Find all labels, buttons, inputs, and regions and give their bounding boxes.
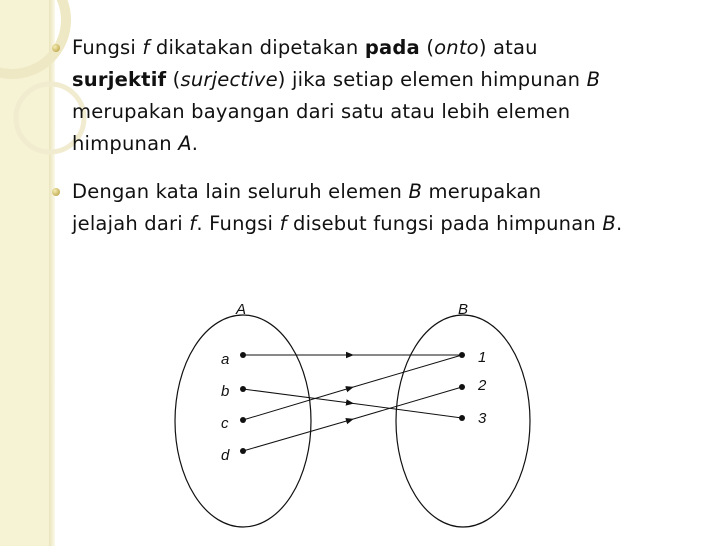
- set-b-ellipse: [396, 315, 530, 527]
- symbol-b: B: [408, 180, 423, 203]
- mapping-arrow-b-to-3: [243, 389, 462, 418]
- term-surjective: surjective: [180, 68, 278, 91]
- codomain-label-3: 3: [478, 410, 487, 427]
- term-pada: pada: [364, 36, 420, 59]
- symbol-a: A: [178, 132, 192, 155]
- symbol-f: f: [279, 212, 287, 235]
- codomain-point-1: [459, 352, 465, 358]
- domain-label-d: d: [221, 447, 230, 464]
- symbol-b: B: [586, 68, 601, 91]
- codomain-label-1: 1: [478, 349, 487, 366]
- mapping-arrow-d-to-2: [243, 387, 462, 451]
- set-a-label: A: [236, 301, 247, 318]
- text-run: ) jika setiap elemen himpunan: [277, 68, 587, 91]
- text-run: .: [191, 132, 199, 155]
- text-run: Fungsi: [72, 36, 143, 59]
- text-run: . Fungsi: [196, 212, 280, 235]
- domain-label-c: c: [221, 415, 229, 432]
- domain-label-a: a: [221, 351, 230, 368]
- text-run: (: [419, 36, 435, 59]
- text-run: merupakan bayangan dari satu atau lebih elemen: [72, 100, 571, 123]
- text-run: jelajah dari: [72, 212, 190, 235]
- symbol-b: B: [602, 212, 616, 235]
- set-b-label: B: [458, 301, 469, 318]
- text-run: .: [615, 212, 623, 235]
- codomain-point-2: [459, 384, 465, 390]
- mapping-arrow-c-to-2: [243, 355, 462, 420]
- term-onto: onto: [434, 36, 479, 59]
- text-run: dikatakan dipetakan: [149, 36, 365, 59]
- domain-point-c: [240, 417, 246, 423]
- symbol-f: f: [142, 36, 150, 59]
- domain-point-d: [240, 448, 246, 454]
- text-run: merupakan: [422, 180, 542, 203]
- domain-point-a: [240, 352, 246, 358]
- text-run: ) atau: [478, 36, 538, 59]
- domain-point-b: [240, 386, 246, 392]
- symbol-f: f: [189, 212, 197, 235]
- codomain-point-3: [459, 415, 465, 421]
- text-run: himpunan: [72, 132, 179, 155]
- text-run: Dengan kata lain seluruh elemen: [72, 180, 409, 203]
- domain-label-b: b: [221, 383, 230, 400]
- codomain-label-2: 2: [478, 377, 487, 394]
- text-run: (: [166, 68, 181, 91]
- text-run: disebut fungsi pada himpunan: [286, 212, 603, 235]
- term-surjektif: surjektif: [72, 68, 167, 91]
